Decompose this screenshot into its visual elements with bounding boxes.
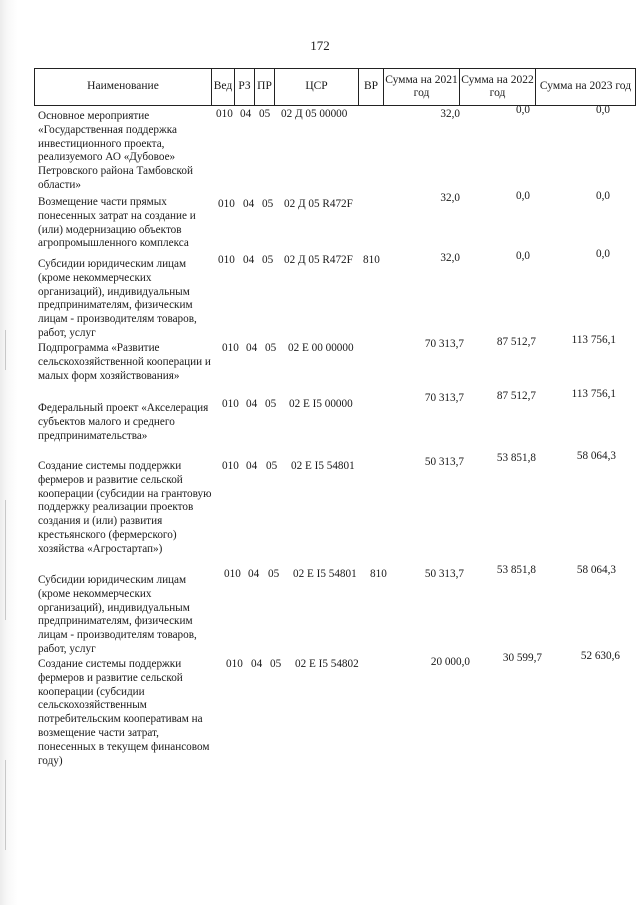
row-name: Субсидии юридическим лицам (кроме некоммерческих организаций), индивидуальным предпринимателям, физическим лицам - производителям товаров, работ, услуг — [38, 258, 197, 339]
row-name: Подпрограмма «Развитие сельскохозяйственной кооперации и малых форм хозяйствования» — [38, 342, 211, 382]
row-rz: 04 — [243, 198, 255, 210]
row-csr: 02 Д 05 R472F — [284, 198, 353, 210]
row-csr: 02 Д 05 00000 — [281, 108, 348, 120]
header-sum-2022: Сумма на 2022 год — [459, 69, 535, 105]
row-vr: 810 — [363, 254, 380, 266]
row-csr: 02 Е I5 54801 — [291, 460, 355, 472]
scan-speck — [5, 330, 6, 370]
row-sum-2021: 32,0 — [440, 108, 460, 120]
page-number: 172 — [310, 38, 330, 53]
row-rz: 04 — [246, 398, 258, 410]
row-sum-2021: 32,0 — [440, 192, 460, 204]
row-name: Создание системы поддержки фермеров и развитие сельской кооперации (субсидии на грантовую поддержку реализации проектов создания и (или) развития крестьянского (фермерского) хозяйства «Агростартап») — [38, 460, 212, 555]
row-pr: 05 — [266, 460, 278, 472]
row-name: Создание системы поддержки фермеров и развитие сельской кооперации (субсидии сельскохозяйственным потребительским кооперативам на возмещение части затрат, понесенных в текущем финансовом году) — [38, 658, 210, 767]
row-ved: 010 — [218, 254, 235, 266]
header-sum-2021: Сумма на 2021 год — [383, 69, 459, 105]
row-sum-2022: 53 851,8 — [496, 452, 536, 464]
row-rz: 04 — [248, 568, 260, 580]
row-sum-2022: 0,0 — [516, 104, 530, 116]
row-csr: 02 Д 05 R472F — [284, 254, 353, 266]
row-rz: 04 — [246, 342, 258, 354]
row-csr: 02 Е I5 00000 — [289, 398, 353, 410]
row-pr: 05 — [262, 254, 274, 266]
row-sum-2023: 113 756,1 — [571, 334, 616, 346]
row-ved: 010 — [224, 568, 241, 580]
row-sum-2023: 0,0 — [596, 104, 610, 116]
row-pr: 05 — [265, 398, 277, 410]
row-sum-2023: 0,0 — [596, 190, 610, 202]
row-sum-2022: 87 512,7 — [496, 336, 536, 348]
header-vr: ВР — [358, 69, 383, 105]
row-ved: 010 — [216, 108, 233, 120]
header-pr: ПР — [254, 69, 274, 105]
row-sum-2023: 58 064,3 — [576, 564, 616, 576]
row-name: Федеральный проект «Акселерация субъектов малого и среднего предпринимательства» — [38, 402, 209, 442]
row-name: Возмещение части прямых понесенных затрат на создание и (или) модернизацию объектов агропромышленного комплекса — [38, 196, 196, 250]
header-sum-2023: Сумма на 2023 год — [535, 69, 635, 105]
row-sum-2021: 50 313,7 — [424, 568, 464, 580]
row-pr: 05 — [268, 568, 280, 580]
row-rz: 04 — [246, 460, 258, 472]
row-sum-2021: 50 313,7 — [424, 456, 464, 468]
row-csr: 02 Е I5 54801 — [293, 568, 357, 580]
header-rz: РЗ — [234, 69, 254, 105]
row-vr: 810 — [370, 568, 387, 580]
row-rz: 04 — [251, 658, 263, 670]
row-ved: 010 — [218, 198, 235, 210]
row-rz: 04 — [240, 108, 252, 120]
scan-speck — [5, 760, 6, 850]
row-sum-2023: 52 630,6 — [580, 650, 620, 662]
header-csr: ЦСР — [274, 69, 358, 105]
row-pr: 05 — [259, 108, 271, 120]
row-sum-2021: 70 313,7 — [424, 392, 464, 404]
header-name: Наименование — [87, 80, 159, 93]
row-sum-2021: 32,0 — [440, 252, 460, 264]
scan-speck — [5, 500, 6, 620]
row-sum-2023: 113 756,1 — [571, 388, 616, 400]
row-sum-2022: 0,0 — [516, 250, 530, 262]
row-ved: 010 — [226, 658, 243, 670]
table-header — [34, 68, 636, 106]
header-ved: Вед — [211, 69, 234, 105]
row-pr: 05 — [262, 198, 274, 210]
row-name: Основное мероприятие «Государственная поддержка инвестиционного проекта, реализуемого АО «Дубовое» Петровского района Тамбовской области» — [38, 110, 194, 191]
row-name: Субсидии юридическим лицам (кроме некоммерческих организаций), индивидуальным предпринимателям, физическим лицам - производителям товаров, работ, услуг — [38, 574, 197, 655]
row-ved: 010 — [222, 398, 239, 410]
row-sum-2023: 58 064,3 — [576, 450, 616, 462]
scan-edge-shadow — [0, 0, 18, 905]
row-ved: 010 — [222, 342, 239, 354]
row-csr: 02 Е 00 00000 — [288, 342, 354, 354]
row-sum-2022: 0,0 — [516, 190, 530, 202]
row-sum-2023: 0,0 — [596, 248, 610, 260]
row-sum-2021: 20 000,0 — [430, 656, 470, 668]
row-sum-2022: 30 599,7 — [502, 652, 542, 664]
row-sum-2021: 70 313,7 — [424, 338, 464, 350]
row-pr: 05 — [270, 658, 282, 670]
row-ved: 010 — [222, 460, 239, 472]
row-sum-2022: 87 512,7 — [496, 390, 536, 402]
row-rz: 04 — [243, 254, 255, 266]
row-sum-2022: 53 851,8 — [496, 564, 536, 576]
row-csr: 02 Е I5 54802 — [295, 658, 359, 670]
row-pr: 05 — [265, 342, 277, 354]
